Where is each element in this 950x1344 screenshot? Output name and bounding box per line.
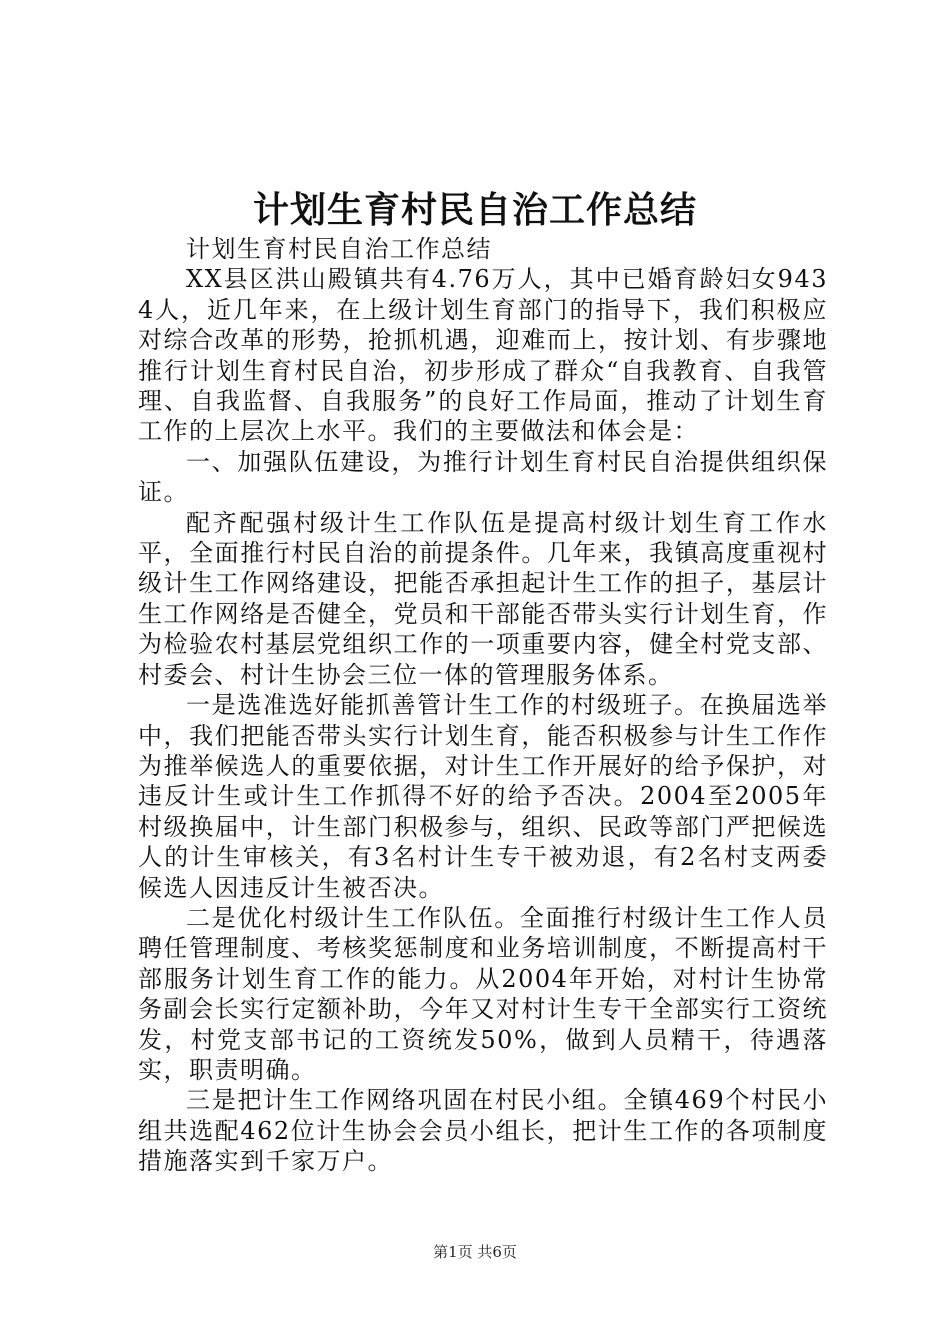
- document-body: [138, 234, 828, 1177]
- paragraph-team-building: 配齐配强村级计生工作队伍是提高村级计划生育工作水平，全面推行村民自治的前提条件。几年来，我镇高度重视村级计生工作网络建设，把能否承担起计生工作的担子，基层计生工作网络是否健全，党员和干部能否带头实行计划生育，作为检验农村基层党组织工作的一项重要内容，健全村党支部、村委会、村计生协会三位一体的管理服务体系。: [138, 508, 828, 689]
- paragraph-subtitle: 计划生育村民自治工作总结: [186, 235, 492, 263]
- paragraph-point-two: 二是优化村级计生工作队伍。全面推行村级计生工作人员聘任管理制度、考核奖惩制度和业务培训制度，不断提高村干部服务计划生育工作的能力。从2004年开始，对村计生协常务副会长实行定额补助，今年又对村计生专干全部实行工资统发，村党支部书记的工资统发50%，做到人员精干，待遇落实，职责明确。: [138, 903, 828, 1084]
- paragraph-intro: XX县区洪山殿镇共有4.76万人，其中已婚育龄妇女9434人，近几年来，在上级计划生育部门的指导下，我们积极应对综合改革的形势，抢抓机遇，迎难而上，按计划、有步骤地推行计划生育村民自治，初步形成了群众“自我教育、自我管理、自我监督、自我服务”的良好工作局面，推动了计划生育工作的上层次上水平。我们的主要做法和体会是：: [138, 265, 828, 446]
- document-title: 计划生育村民自治工作总结: [252, 189, 697, 231]
- paragraph-point-three: 三是把计生工作网络巩固在村民小组。全镇469个村民小组共选配462位计生协会会员小组长，把计生工作的各项制度措施落实到千家万户。: [138, 1086, 828, 1176]
- page-number-footer: 第1页 共6页: [433, 1243, 517, 1261]
- paragraph-section-heading: 一、加强队伍建设，为推行计划生育村民自治提供组织保证。: [138, 447, 828, 507]
- paragraph-point-one: 一是选准选好能抓善管计生工作的村级班子。在换届选举中，我们把能否带头实行计划生育，能否积极参与计生工作作为推举候选人的重要依据，对计生工作开展好的给予保护，对违反计生或计生工作抓得不好的给予否决。2004至2005年村级换届中，计生部门积极参与，组织、民政等部门严把候选人的计生审核关，有3名村计生专干被劝退，有2名村支两委候选人因违反计生被否决。: [138, 691, 828, 902]
